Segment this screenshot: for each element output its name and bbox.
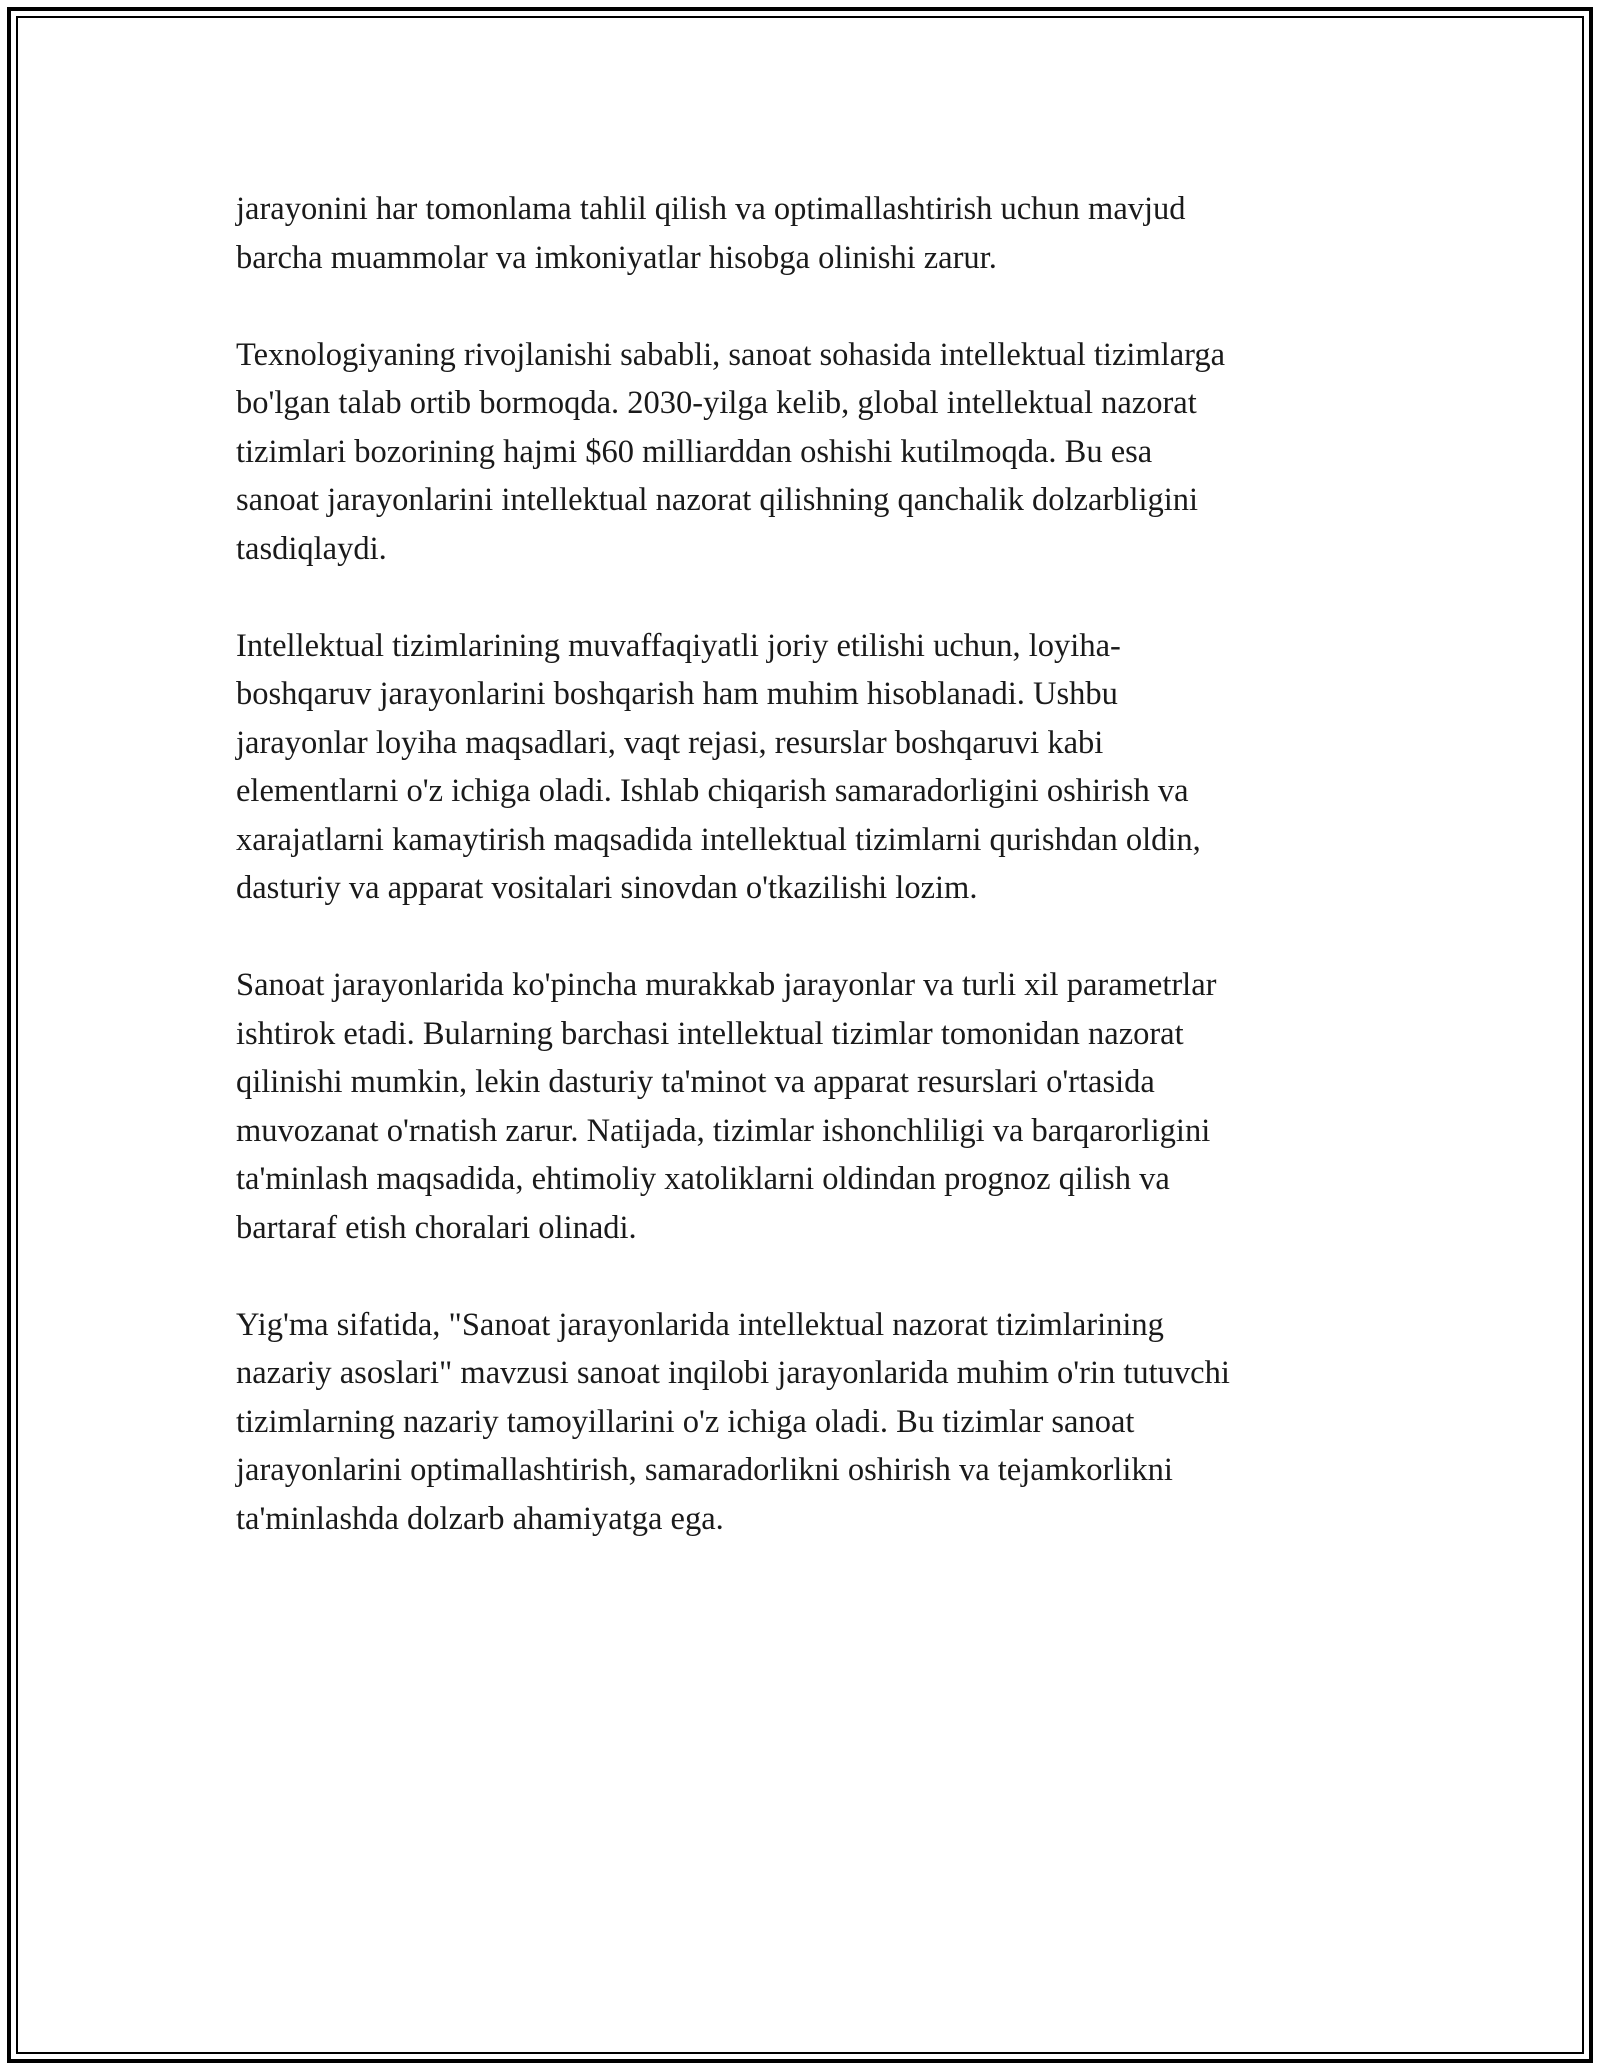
paragraph-1 <box>236 185 1366 282</box>
text-line: xarajatlarni kamaytirish maqsadida intellektual tizimlarni qurishdan oldin, <box>236 821 1201 858</box>
text-line: Yig'ma sifatida, "Sanoat jarayonlarida intellektual nazorat tizimlarining <box>236 1306 1164 1343</box>
paragraph-2 <box>236 331 1366 574</box>
text-line: barcha muammolar va imkoniyatlar hisobga olinishi zarur. <box>236 239 997 276</box>
text-line: tizimlari bozorining hajmi $60 milliarddan oshishi kutilmoqda. Bu esa <box>236 433 1153 470</box>
text-line: elementlarni o'z ichiga oladi. Ishlab chiqarish samaradorligini oshirish va <box>236 773 1189 809</box>
text-line: tizimlarning nazariy tamoyillarini o'z ichiga oladi. Bu tizimlar sanoat <box>236 1403 1135 1440</box>
text-line: muvozanat o'rnatish zarur. Natijada, tizimlar ishonchliligi va barqarorligini <box>236 1112 1211 1149</box>
text-line: Intellektual tizimlarining muvaffaqiyatli joriy etilishi uchun, loyiha- <box>236 627 1121 664</box>
text-line: Sanoat jarayonlarida ko'pincha murakkab jarayonlar va turli xil parametrlar <box>236 967 1217 1003</box>
text-line: jarayonlarini optimallashtirish, samaradorlikni oshirish va tejamkorlikni <box>236 1452 1173 1488</box>
text-line: tasdiqlaydi. <box>236 530 387 567</box>
text-line: jarayonlar loyiha maqsadlari, vaqt rejasi, resurslar boshqaruvi kabi <box>236 724 1104 761</box>
text-line: Texnologiyaning rivojlanishi sababli, sanoat sohasida intellektual tizimlarga <box>236 336 1226 373</box>
text-line: nazariy asoslari" mavzusi sanoat inqilobi jarayonlarida muhim o'rin tutuvchi <box>236 1355 1230 1391</box>
paragraph-4 <box>236 961 1366 1252</box>
text-line: dasturiy va apparat vositalari sinovdan o'tkazilishi lozim. <box>236 870 978 906</box>
document-body <box>236 185 1366 1592</box>
paragraph-3 <box>236 622 1366 913</box>
text-line: qilinishi mumkin, lekin dasturiy ta'minot va apparat resurslari o'rtasida <box>236 1064 1155 1100</box>
text-line: bartaraf etish choralari olinadi. <box>236 1209 637 1246</box>
text-line: ta'minlashda dolzarb ahamiyatga ega. <box>236 1500 724 1537</box>
text-line: sanoat jarayonlarini intellektual nazorat qilishning qanchalik dolzarbligini <box>236 482 1199 518</box>
text-line: boshqaruv jarayonlarini boshqarish ham muhim hisoblanadi. Ushbu <box>236 676 1118 712</box>
text-line: bo'lgan talab ortib bormoqda. 2030-yilga kelib, global intellektual nazorat <box>236 385 1197 421</box>
text-line: jarayonini har tomonlama tahlil qilish va optimallashtirish uchun mavjud <box>236 191 1186 227</box>
text-line: ta'minlash maqsadida, ehtimoliy xatoliklarni oldindan prognoz qilish va <box>236 1161 1170 1197</box>
text-line: ishtirok etadi. Bularning barchasi intellektual tizimlar tomonidan nazorat <box>236 1015 1184 1052</box>
paragraph-5 <box>236 1301 1366 1544</box>
